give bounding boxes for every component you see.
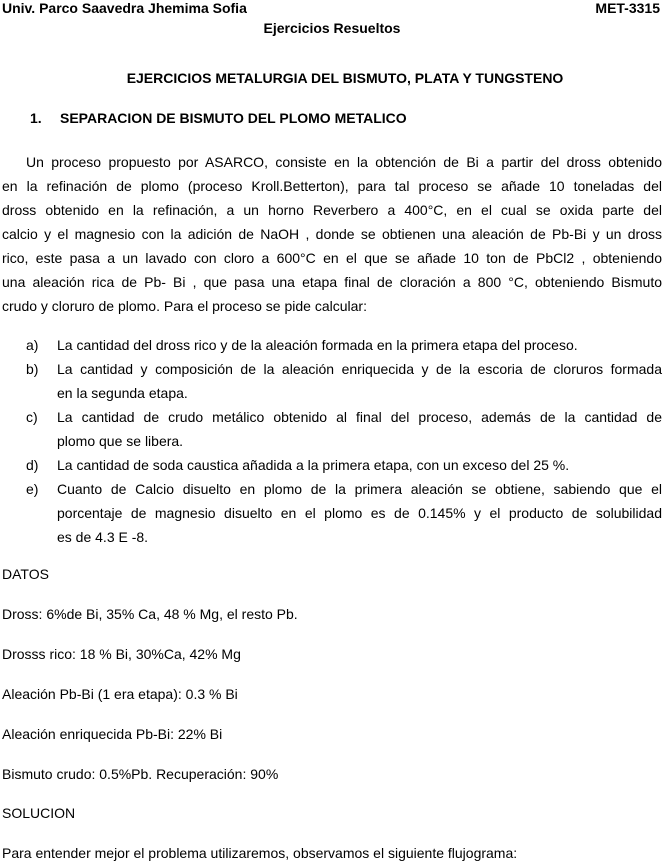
datos-item-aleacion: Aleación Pb-Bi (1 era etapa): 0.3 % Bi [2,686,238,702]
question-line: La cantidad del dross rico y de la aleación formada en la primera etapa del proceso. [57,337,578,353]
header-course-code: MET-3315 [595,0,660,16]
question-line: La cantidad de soda caustica añadida a la primera etapa, con un exceso del 25 %. [57,457,570,473]
section-heading [30,110,407,126]
datos-item-aleacion-enriquecida: Aleación enriquecida Pb-Bi: 22% Bi [2,726,223,742]
section-number: 1. [30,110,42,126]
intro-line: rico, este pasa a un lavado con cloro a 600°C en el que se añade 10 ton de PbCl2 , obteniendo [2,250,662,266]
intro-line: Un proceso propuesto por ASARCO, consiste en la obtención de Bi a partir del dross obtenido [26,154,662,170]
datos-item-bismuto-crudo: Bismuto crudo: 0.5%Pb. Recuperación: 90% [2,766,279,782]
question-marker: b) [26,361,39,377]
document-title: EJERCICIOS METALURGIA DEL BISMUTO, PLATA Y TUNGSTENO [126,70,564,86]
question-line: La cantidad de crudo metálico obtenido al final del proceso, además de la cantidad de [57,409,662,425]
question-marker: e) [26,481,39,497]
question-item-a [26,333,662,357]
intro-line: en la refinación de plomo (proceso Kroll.Betterton), para tal proceso se añade 10 toneladas del [2,178,662,194]
question-item-c [26,405,662,453]
question-item-e [26,477,662,549]
question-line: Cuanto de Calcio disuelto en plomo de la primera aleación se obtiene, sabiendo que el [57,481,662,497]
intro-line: dross obtenido en la refinación, a un horno Reverbero a 400°C, en el cual se oxida parte del [2,202,662,218]
datos-item-dross: Dross: 6%de Bi, 35% Ca, 48 % Mg, el resto Pb. [2,606,298,622]
question-marker: a) [26,337,39,353]
intro-paragraph [2,150,662,318]
header-subtitle: Ejercicios Resueltos [263,20,401,36]
question-marker: d) [26,457,39,473]
question-line: porcentaje de magnesio disuelto en el plomo es de 0.145% y el producto de solubilidad [57,505,662,521]
intro-line: calcio y el magnesio con la adición de NaOH , donde se obtienen una aleación de Pb-Bi y un dross [2,226,662,242]
section-heading-text: SEPARACION DE BISMUTO DEL PLOMO METALICO [60,110,407,126]
intro-line: crudo y cloruro de plomo. Para el proceso se pide calcular: [2,298,367,314]
question-line: es de 4.3 E -8. [57,529,149,545]
question-marker: c) [26,409,38,425]
question-line: en la segunda etapa. [57,385,188,401]
solucion-text: Para entender mejor el problema utilizaremos, observamos el siguiente flujograma: [2,845,518,861]
question-item-d [26,453,662,477]
question-line: plomo que se libera. [57,433,184,449]
datos-item-dross-rico: Drosss rico: 18 % Bi, 30%Ca, 42% Mg [2,646,241,662]
header-author: Univ. Parco Saavedra Jhemima Sofia [2,0,247,16]
datos-heading: DATOS [2,566,49,582]
questions-list [26,333,662,549]
question-item-b [26,357,662,405]
intro-line: una aleación rica de Pb- Bi , que pasa una etapa final de cloración a 800 °C, obteniendo Bismuto [2,274,662,290]
solucion-heading: SOLUCION [2,805,76,821]
question-line: La cantidad y composición de la aleación enriquecida y de la escoria de cloruros formada [57,361,662,377]
